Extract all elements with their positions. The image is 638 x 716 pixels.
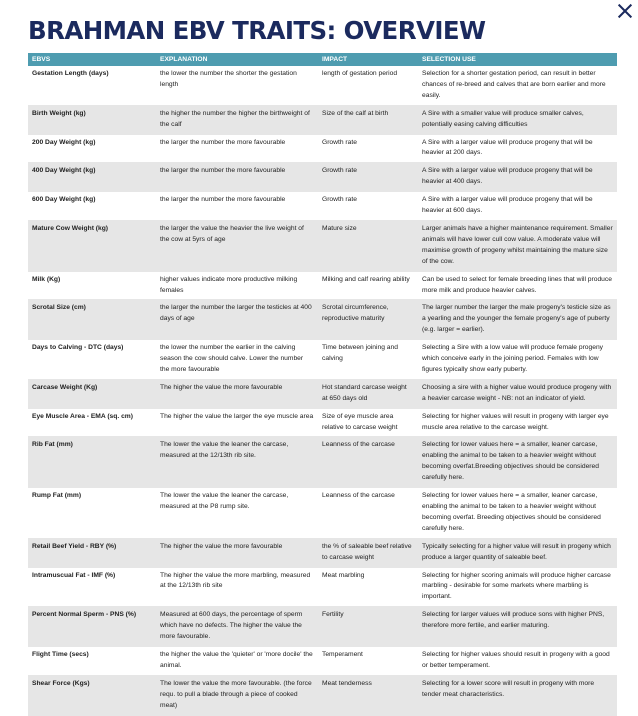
table-body <box>28 66 617 716</box>
impact-cell: Growth rate <box>322 196 357 204</box>
table-row <box>28 647 617 676</box>
table-row <box>28 192 617 221</box>
table-row <box>28 66 617 106</box>
impact-cell: Hot standard carcase weight at 650 days old <box>322 383 407 402</box>
explanation-cell: the lower the number the shorter the gestation length <box>160 70 297 88</box>
page-title: BRAHMAN EBV TRAITS: OVERVIEW <box>28 16 486 45</box>
selection-use-cell: A Sire with a larger value will produce progeny that will be heavier at 400 days. <box>422 167 593 186</box>
selection-use-cell: Selecting for higher values will result in progeny with larger eye muscle area relative to the carcase weight. <box>422 412 609 431</box>
table-row <box>28 409 617 438</box>
ebv-table <box>28 53 617 716</box>
ebv-name-cell: Retail Beef Yield - RBY (%) <box>32 542 117 550</box>
table-row <box>28 135 617 164</box>
selection-use-cell: Selecting for lower values here = a smaller, leaner carcase, enabling the animal to be taken to a heavier weight without becoming overfat.Breeding objectives should be considered carefully here. <box>422 441 599 482</box>
ebv-name-cell: Flight Time (secs) <box>32 650 89 658</box>
table-row <box>28 221 617 272</box>
ebv-name-cell: Gestation Length (days) <box>32 70 109 77</box>
table-row <box>28 272 617 301</box>
selection-use-cell: A Sire with a smaller value will produce smaller calves, potentially easing calving difficulties <box>422 109 584 128</box>
selection-use-cell: Selecting for lower values here = a smaller, leaner carcase, enabling the animal to be taken to a heavier weight without becoming overfat. Breeding objectives should be considered carefully here. <box>422 492 601 532</box>
impact-cell: Meat tenderness <box>322 679 372 687</box>
selection-use-cell: Selecting for higher values should result in progeny with a good or better temperament. <box>422 650 610 669</box>
table-row <box>28 607 617 647</box>
explanation-cell: higher values indicate more productive milking females <box>160 275 298 294</box>
explanation-cell: the higher the value the 'quieter' or 'more docile' the animal. <box>160 650 313 669</box>
ebv-name-cell: Mature Cow Weight (kg) <box>32 224 109 232</box>
explanation-cell: the larger the number the larger the testicles at 400 days of age <box>160 304 312 323</box>
explanation-cell: The higher the value the more favourable <box>160 383 283 391</box>
ebv-name-cell: Carcase Weight (Kg) <box>32 383 98 391</box>
table-row <box>28 539 617 568</box>
impact-cell: Size of the calf at birth <box>322 109 389 117</box>
impact-cell: the % of saleable beef relative to carcase weight <box>322 542 412 561</box>
explanation-cell: Measured at 600 days, the percentage of sperm which have no defects. The higher the value the more favourable. <box>160 611 303 641</box>
impact-cell: Meat marbling <box>322 571 365 579</box>
explanation-cell: The higher the value the more marbling, measured at the 12/13th rib site <box>160 571 311 590</box>
impact-cell: Scrotal circumference, reproductive maturity <box>322 304 389 323</box>
impact-cell: Leanness of the carcase <box>322 441 395 449</box>
header-ebvs: EBVS <box>32 56 51 63</box>
header-explanation: EXPLANATION <box>160 56 208 63</box>
explanation-cell: The lower the value the more favourable. (the force requ. to pull a blade through a piece of cooked meat) <box>160 679 312 709</box>
selection-use-cell: Selecting for higher scoring animals will produce higher carcase marbling - desirable for some markets where marbling is important. <box>422 571 611 601</box>
selection-use-cell: Selecting a Sire with a low value will produce female progeny which conceive early in the joining period. Females with low figures typically show early puberty. <box>422 344 604 373</box>
ebv-name-cell: Days to Calving - DTC (days) <box>32 344 124 352</box>
selection-use-cell: Typically selecting for a higher value will result in progeny which produce a larger quantity of saleable beef. <box>422 542 611 561</box>
ebv-name-cell: Eye Muscle Area - EMA (sq. cm) <box>32 412 133 420</box>
ebv-name-cell: Percent Normal Sperm - PNS (%) <box>32 611 137 619</box>
table-row <box>28 163 617 192</box>
close-icon[interactable] <box>616 2 634 20</box>
header-selection-use: SELECTION USE <box>422 56 476 63</box>
table-row <box>28 488 617 539</box>
explanation-cell: the higher the number the higher the birthweight of the calf <box>160 109 310 128</box>
selection-use-cell: Selecting for a lower score will result in progeny with more tender meat characteristics. <box>422 679 595 698</box>
explanation-cell: The lower the value the leaner the carcase, measured at the 12/13th rib site. <box>160 441 289 460</box>
explanation-cell: The lower the value the leaner the carcase, measured at the P8 rump site. <box>160 492 289 510</box>
table-row <box>28 106 617 135</box>
selection-use-cell: Can be used to select for female breeding lines that will produce more milk and produce heavier calves. <box>422 275 612 294</box>
selection-use-cell: Selecting for larger values will produce sons with higher PNS, therefore more fertile, and earlier maturing. <box>422 611 605 630</box>
impact-cell: Milking and calf rearing ability <box>322 275 410 283</box>
ebv-name-cell: 600 Day Weight (kg) <box>32 196 96 204</box>
impact-cell: Size of eye muscle area relative to carcase weight <box>322 412 398 431</box>
ebv-name-cell: Birth Weight (kg) <box>32 109 86 117</box>
selection-use-cell: Selection for a shorter gestation period, can result in better chances of re-breed and calves that are born earlier and more easily. <box>422 70 606 99</box>
table-row <box>28 676 617 716</box>
ebv-name-cell: Intramuscual Fat - IMF (%) <box>32 571 116 579</box>
ebv-name-cell: Milk (Kg) <box>32 275 61 283</box>
explanation-cell: the lower the number the earlier in the calving season the cow should calve. Lower the number the more favourable <box>160 344 304 373</box>
explanation-cell: the larger the number the more favourable <box>160 196 286 204</box>
ebv-name-cell: Rib Fat (mm) <box>32 441 73 449</box>
selection-use-cell: The larger number the larger the male progeny's testicle size as a yearling and the younger the female progeny's age of puberty (e.g. larger = earlier). <box>422 304 611 334</box>
explanation-cell: The higher the value the larger the eye muscle area <box>160 412 314 420</box>
ebv-name-cell: Shear Force (Kgs) <box>32 679 90 687</box>
impact-cell: Fertility <box>322 611 344 619</box>
table-header <box>28 53 617 66</box>
table-row <box>28 340 617 380</box>
explanation-cell: the larger the number the more favourable <box>160 167 286 175</box>
impact-cell: Growth rate <box>322 138 357 146</box>
table-row <box>28 300 617 340</box>
impact-cell: Time between joining and calving <box>322 344 398 363</box>
table-row <box>28 437 617 488</box>
explanation-cell: the larger the number the more favourable <box>160 138 286 146</box>
explanation-cell: The higher the value the more favourable <box>160 542 283 550</box>
impact-cell: Temperament <box>322 650 363 658</box>
ebv-name-cell: 400 Day Weight (kg) <box>32 167 96 175</box>
table-row <box>28 568 617 608</box>
impact-cell: Leanness of the carcase <box>322 492 395 500</box>
selection-use-cell: Larger animals have a higher maintenance requirement. Smaller animals will have lower cull cow value. A moderate value will maximise growth of progeny whilst maintaining the mature size of the cow. <box>422 224 613 265</box>
ebv-name-cell: Rump Fat (mm) <box>32 492 82 500</box>
selection-use-cell: Choosing a sire with a higher value would produce progeny with a heavier carcase weight - NB: not an indicator of yield. <box>422 383 612 402</box>
selection-use-cell: A Sire with a larger value will produce progeny that will be heavier at 200 days. <box>422 138 593 157</box>
impact-cell: Growth rate <box>322 167 357 175</box>
impact-cell: Mature size <box>322 224 357 232</box>
table-row <box>28 380 617 409</box>
explanation-cell: the larger the value the heavier the live weight of the cow at 5yrs of age <box>160 224 304 243</box>
selection-use-cell: A Sire with a larger value will produce progeny that will be heavier at 600 days. <box>422 196 593 215</box>
impact-cell: length of gestation period <box>322 70 398 77</box>
ebv-name-cell: Scrotal Size (cm) <box>32 304 86 312</box>
header-impact: IMPACT <box>322 56 348 63</box>
ebv-name-cell: 200 Day Weight (kg) <box>32 138 96 146</box>
